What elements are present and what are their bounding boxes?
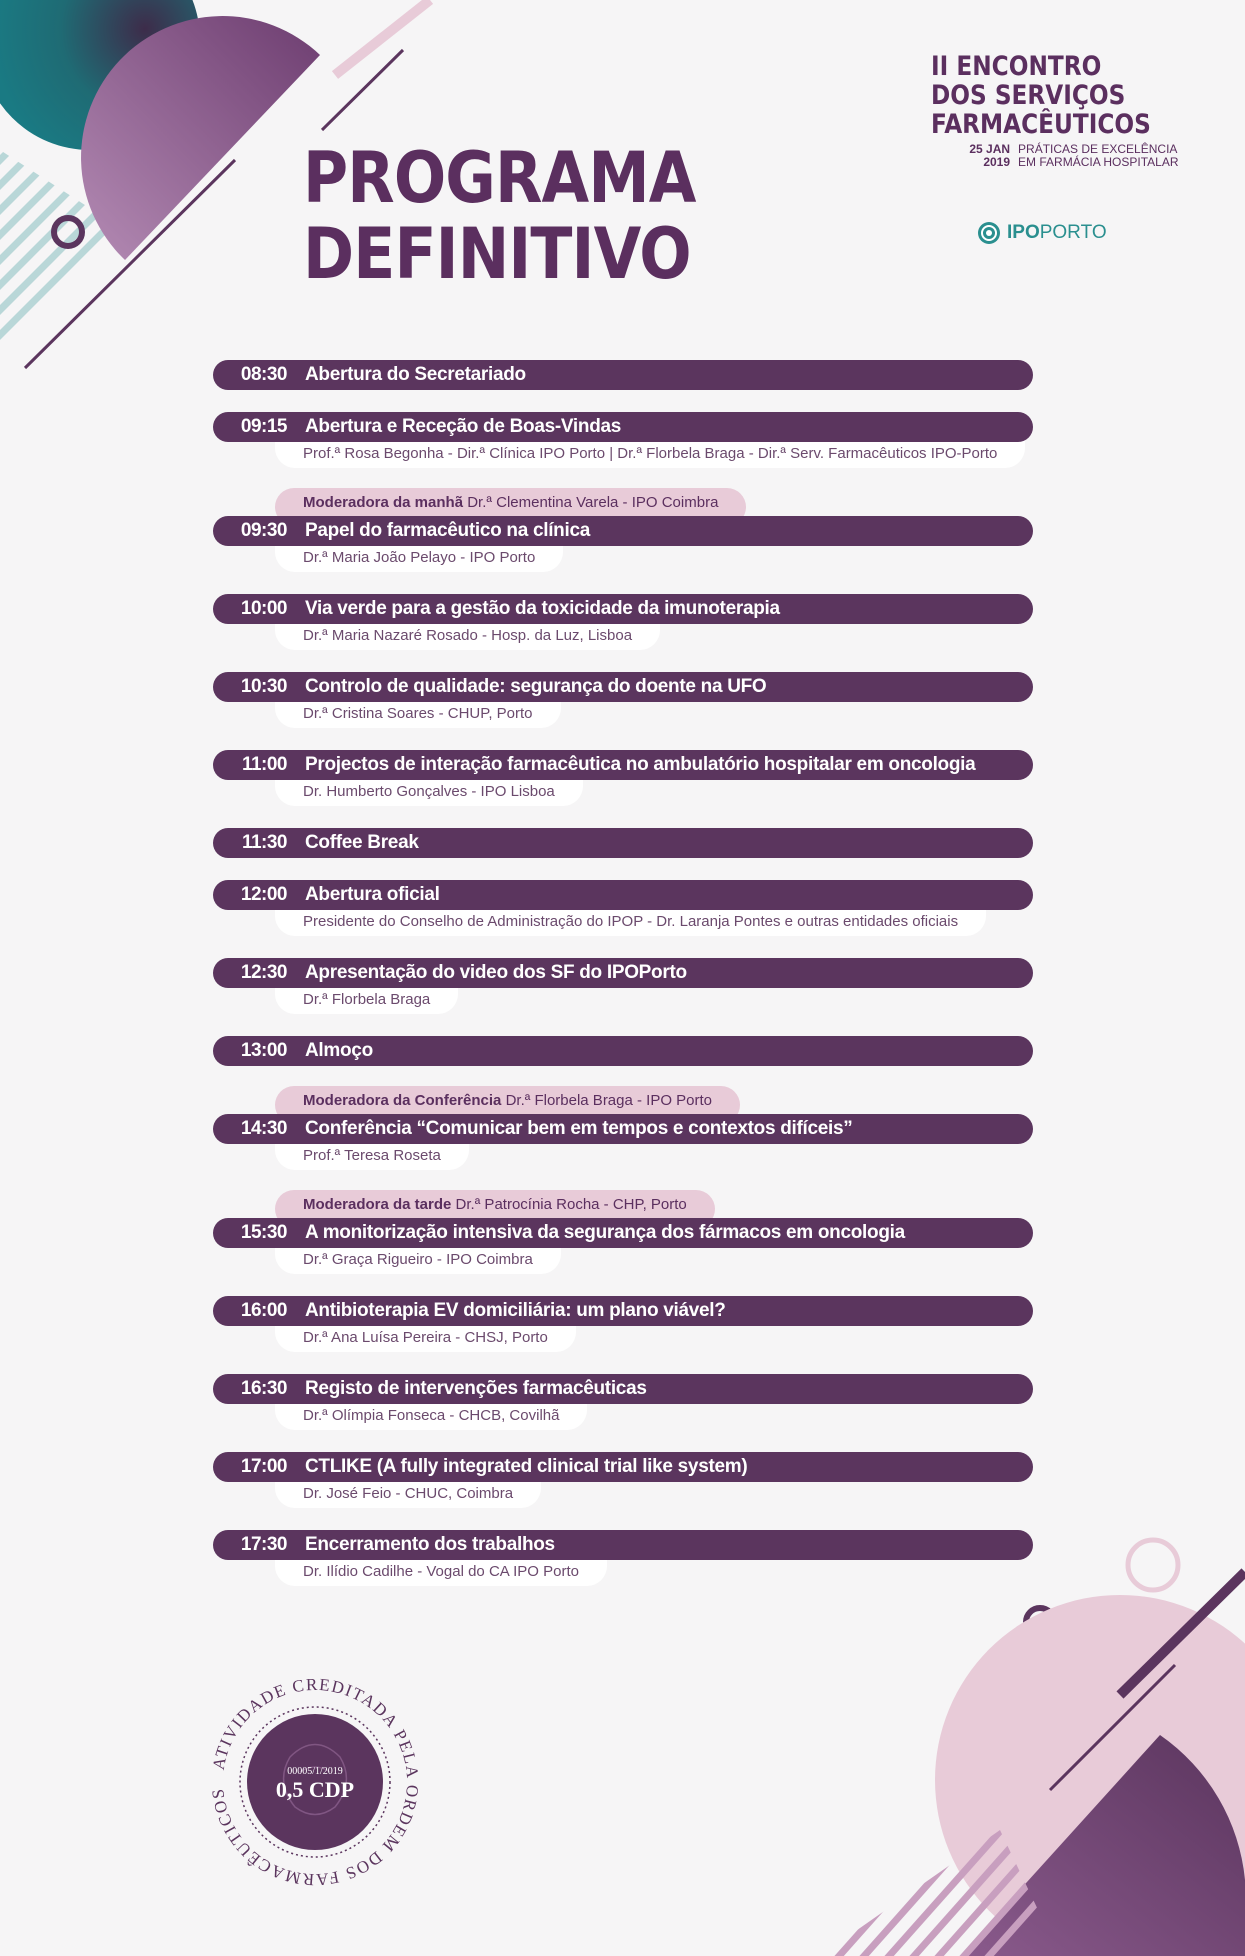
event-name-line-2: DOS SERVIÇOS [931, 80, 1126, 111]
session-speaker: Dr. Humberto Gonçalves - IPO Lisboa [275, 772, 583, 806]
session-title: Projectos de interação farmacêutica no ambulatório hospitalar em oncologia [305, 754, 976, 775]
session-speaker: Prof.ª Rosa Begonha - Dir.ª Clínica IPO Porto | Dr.ª Florbela Braga - Dir.ª Serv. Farmacêuticos IPO-Porto [275, 434, 1025, 468]
session-speaker: Dr.ª Graça Rigueiro - IPO Coimbra [275, 1240, 561, 1274]
session-speaker: Dr.ª Maria Nazaré Rosado - Hosp. da Luz, Lisboa [275, 616, 660, 650]
session-title: Registo de intervenções farmacêuticas [305, 1378, 647, 1399]
schedule-item [213, 672, 1033, 728]
session-time: 13:00 [240, 1040, 287, 1061]
session-bar [213, 516, 1033, 546]
session-title: Papel do farmacêutico na clínica [305, 520, 591, 541]
schedule-item [213, 1530, 1033, 1586]
schedule-item [213, 750, 1033, 806]
event-name-line-1: II ENCONTRO [931, 51, 1102, 82]
moderator-label: Moderadora da Conferência [303, 1092, 502, 1109]
title-line-2: DEFINITIVO [303, 213, 691, 295]
schedule-item [213, 880, 1033, 936]
event-name-line-3: FARMACÊUTICOS [931, 109, 1152, 140]
session-time: 14:30 [240, 1118, 287, 1139]
schedule-item [213, 1452, 1033, 1508]
session-bar [213, 1114, 1033, 1144]
session-speaker: Presidente do Conselho de Administração do IPOP - Dr. Laranja Pontes e outras entidades oficiais [275, 902, 986, 936]
schedule-item [213, 1374, 1033, 1430]
session-time: 09:15 [240, 416, 287, 437]
session-time: 16:00 [240, 1300, 287, 1321]
session-speaker: Prof.ª Teresa Roseta [275, 1136, 469, 1170]
schedule-item [213, 1092, 1033, 1170]
moderator-name: Dr.ª Clementina Varela - IPO Coimbra [467, 494, 719, 511]
schedule-item [213, 1196, 1033, 1274]
event-header [931, 52, 1187, 169]
session-title: Antibioterapia EV domiciliária: um plano viável? [305, 1300, 726, 1321]
event-date [969, 143, 1187, 169]
session-time: 08:30 [240, 364, 287, 385]
session-bar [213, 594, 1033, 624]
schedule-item [213, 360, 1033, 390]
session-title: Coffee Break [305, 832, 419, 853]
session-time: 16:30 [240, 1378, 287, 1399]
session-bar [213, 880, 1033, 910]
session-bar [213, 672, 1033, 702]
schedule-list [213, 360, 1033, 1608]
session-speaker: Dr.ª Maria João Pelayo - IPO Porto [275, 538, 563, 572]
schedule-item [213, 1296, 1033, 1352]
session-title: Encerramento dos trabalhos [305, 1534, 555, 1555]
logo-text-bold: IPO [1007, 222, 1040, 243]
page-title [303, 137, 696, 295]
session-speaker: Dr.ª Olímpia Fonseca - CHCB, Covilhã [275, 1396, 587, 1430]
session-title: Via verde para a gestão da toxicidade da imunoterapia [305, 598, 780, 619]
event-date-day: 25 JAN [969, 142, 1011, 156]
moderator-name: Dr.ª Patrocínia Rocha - CHP, Porto [455, 1196, 687, 1213]
session-bar [213, 1374, 1033, 1404]
session-time: 17:30 [240, 1534, 287, 1555]
session-bar [213, 360, 1033, 390]
session-time: 15:30 [240, 1222, 287, 1243]
seal-value: 0,5 CDP [275, 1777, 355, 1802]
session-title: Abertura do Secretariado [305, 364, 526, 385]
session-time: 10:30 [240, 676, 287, 697]
event-date-year: 2019 [983, 155, 1011, 169]
session-bar [213, 1530, 1033, 1560]
ipo-porto-logo [977, 221, 1107, 245]
session-speaker: Dr. Ilídio Cadilhe - Vogal do CA IPO Porto [275, 1552, 607, 1586]
session-title: Abertura e Receção de Boas-Vindas [305, 416, 622, 437]
session-time: 17:00 [240, 1456, 287, 1477]
session-speaker: Dr.ª Florbela Braga [275, 980, 458, 1014]
session-bar [213, 1218, 1033, 1248]
session-title: Apresentação do video dos SF do IPOPorto [305, 962, 687, 983]
moderator-name: Dr.ª Florbela Braga - IPO Porto [505, 1092, 713, 1109]
seal-ring-text: ATIVIDADE CREDITADA PELA ORDEM DOS FARMACÊUTICOS [208, 1674, 423, 1890]
title-line-1: PROGRAMA [303, 137, 696, 219]
session-speaker: Dr.ª Cristina Soares - CHUP, Porto [275, 694, 561, 728]
schedule-item [213, 594, 1033, 650]
moderator-label: Moderadora da tarde [303, 1196, 452, 1213]
schedule-item [213, 828, 1033, 858]
session-time: 12:30 [240, 962, 287, 983]
session-title: CTLIKE (A fully integrated clinical trial like system) [305, 1456, 748, 1477]
event-tagline-2: EM FARMÁCIA HOSPITALAR [1018, 155, 1179, 169]
schedule-item [213, 412, 1033, 468]
session-speaker: Dr. José Feio - CHUC, Coimbra [275, 1474, 541, 1508]
session-bar [213, 1452, 1033, 1482]
session-title: Almoço [305, 1040, 373, 1061]
ipo-logo-icon [977, 221, 1001, 245]
session-time: 12:00 [240, 884, 287, 905]
session-time: 10:00 [240, 598, 287, 619]
session-title: A monitorização intensiva da segurança dos fármacos em oncologia [305, 1222, 905, 1243]
session-bar [213, 1036, 1033, 1066]
moderator-label: Moderadora da manhã [303, 494, 464, 511]
event-tagline-1: PRÁTICAS DE EXCELÊNCIA [1018, 142, 1178, 156]
session-time: 11:00 [241, 754, 287, 775]
session-title: Controlo de qualidade: segurança do doente na UFO [305, 676, 767, 697]
session-time: 11:30 [241, 832, 287, 853]
session-time: 09:30 [240, 520, 287, 541]
accreditation-seal [205, 1672, 425, 1892]
session-speaker: Dr.ª Ana Luísa Pereira - CHSJ, Porto [275, 1318, 576, 1352]
schedule-item [213, 1036, 1033, 1066]
schedule-item [213, 494, 1033, 572]
session-bar [213, 1296, 1033, 1326]
session-title: Conferência “Comunicar bem em tempos e contextos difíceis” [305, 1118, 853, 1139]
schedule-item [213, 958, 1033, 1014]
session-title: Abertura oficial [305, 884, 440, 905]
logo-text-light: PORTO [1039, 222, 1107, 243]
session-bar [213, 750, 1033, 780]
session-bar [213, 412, 1033, 442]
seal-code: 00005/1/2019 [287, 1766, 343, 1777]
session-bar [213, 958, 1033, 988]
session-bar [213, 828, 1033, 858]
